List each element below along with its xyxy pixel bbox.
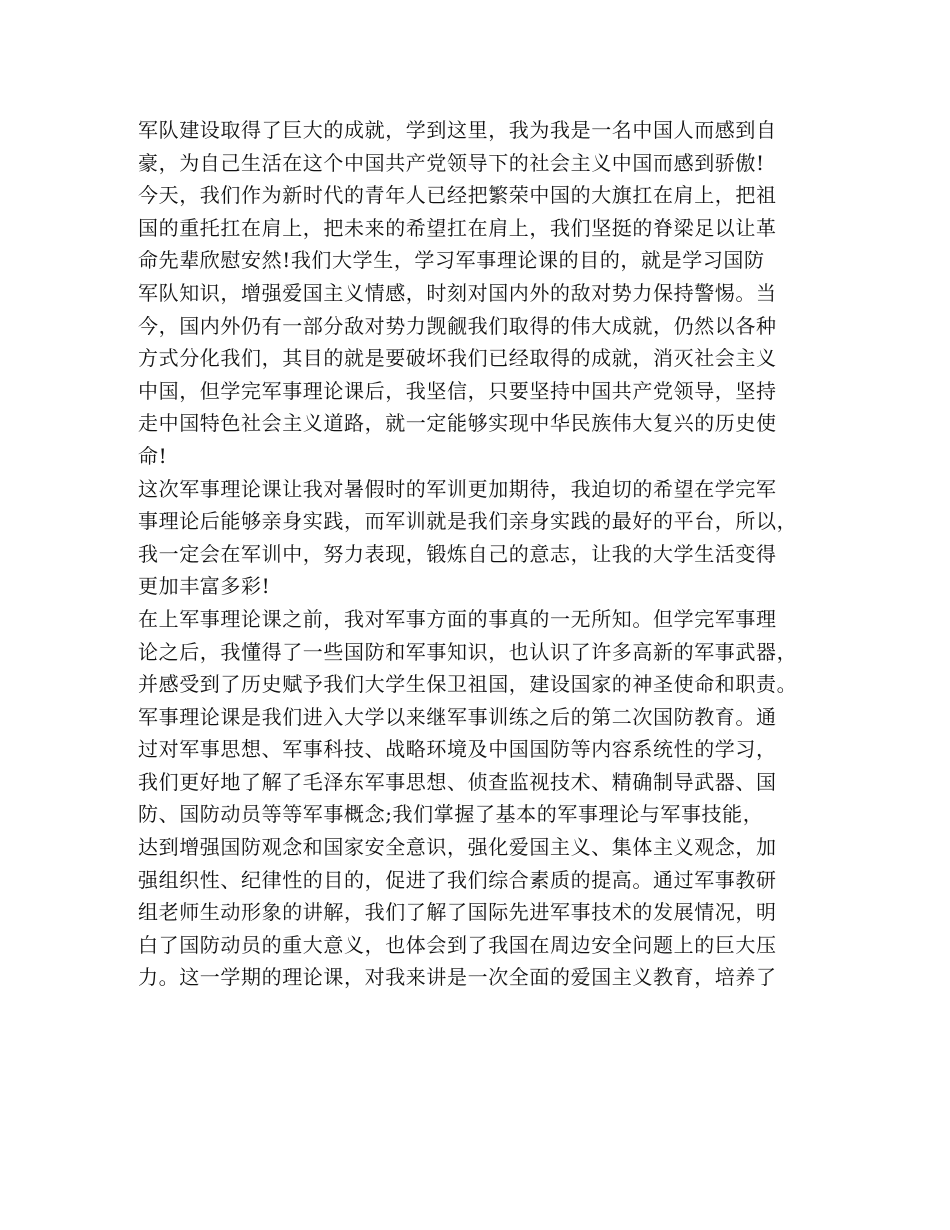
text-line: 达到增强国防观念和国家安全意识，强化爱国主义、集体主义观念，加 <box>138 835 777 860</box>
text-line: 今，国内外仍有一部分敌对势力觊觎我们取得的伟大成就，仍然以各种 <box>138 313 777 338</box>
text-line: 我一定会在军训中，努力表现，锻炼自己的意志，让我的大学生活变得 <box>138 541 777 566</box>
text-line: 力。这一学期的理论课，对我来讲是一次全面的爱国主义教育，培养了 <box>138 965 777 990</box>
text-line: 命! <box>138 443 168 468</box>
text-line: 国的重托扛在肩上，把未来的希望扛在肩上，我们坚挺的脊梁足以让革 <box>138 215 777 240</box>
text-line: 这次军事理论课让我对暑假时的军训更加期待，我迫切的希望在学完军 <box>138 476 777 501</box>
text-line: 论之后，我懂得了一些国防和军事知识，也认识了许多高新的军事武器， <box>138 639 798 664</box>
text-line: 组老师生动形象的讲解，我们了解了国际先进军事技术的发展情况，明 <box>138 900 777 925</box>
text-line: 防、国防动员等等军事概念;我们掌握了基本的军事理论与军事技能， <box>138 802 764 827</box>
text-line: 命先辈欣慰安然!我们大学生，学习军事理论课的目的，就是学习国防 <box>138 248 765 273</box>
text-line: 走中国特色社会主义道路，就一定能够实现中华民族伟大复兴的历史使 <box>138 411 777 436</box>
text-line: 事理论后能够亲身实践，而军训就是我们亲身实践的最好的平台，所以， <box>138 509 798 534</box>
text-line: 中国，但学完军事理论课后，我坚信，只要坚持中国共产党领导，坚持 <box>138 378 777 403</box>
text-line: 我们更好地了解了毛泽东军事思想、侦查监视技术、精确制导武器、国 <box>138 769 777 794</box>
text-line: 过对军事思想、军事科技、战略环境及中国国防等内容系统性的学习， <box>138 737 777 762</box>
text-line: 并感受到了历史赋予我们大学生保卫祖国，建设国家的神圣使命和职责。 <box>138 672 798 697</box>
text-line: 在上军事理论课之前，我对军事方面的事真的一无所知。但学完军事理 <box>138 606 777 631</box>
text-line: 强组织性、纪律性的目的，促进了我们综合素质的提高。通过军事教研 <box>138 867 777 892</box>
text-line: 白了国防动员的重大意义，也体会到了我国在周边安全问题上的巨大压 <box>138 932 777 957</box>
text-line: 今天，我们作为新时代的青年人已经把繁荣中国的大旗扛在肩上，把祖 <box>138 183 777 208</box>
text-line: 军队知识，增强爱国主义情感，时刻对国内外的敌对势力保持警惕。当 <box>138 280 777 305</box>
text-line: 豪，为自己生活在这个中国共产党领导下的社会主义中国而感到骄傲! <box>138 150 765 175</box>
text-line: 更加丰富多彩! <box>138 574 271 599</box>
text-line: 方式分化我们，其目的就是要破坏我们已经取得的成就，消灭社会主义 <box>138 346 777 371</box>
text-line: 军事理论课是我们进入大学以来继军事训练之后的第二次国防教育。通 <box>138 704 777 729</box>
text-line: 军队建设取得了巨大的成就，学到这里，我为我是一名中国人而感到自 <box>138 118 777 142</box>
body-text <box>138 114 838 994</box>
